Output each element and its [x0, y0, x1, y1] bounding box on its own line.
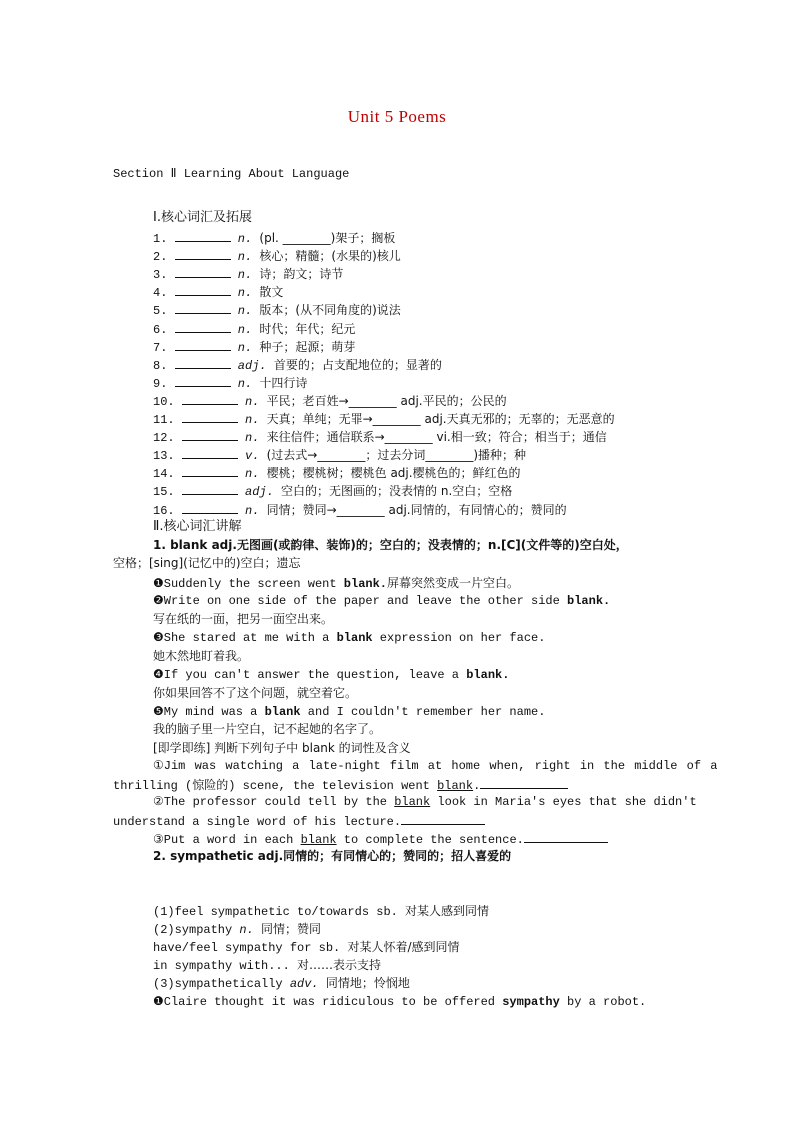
vocab-item: [153, 356, 442, 374]
vocab-item: [153, 301, 401, 319]
example-5: ❺My mind was a blank and I couldn't remember her name.: [153, 705, 546, 719]
vocab-item-number: 16.: [153, 503, 182, 518]
vocab-part-of-speech: n.: [237, 503, 267, 518]
vocab-part-of-speech: n.: [230, 340, 260, 355]
vocab-item: [153, 392, 507, 410]
page-title: Unit 5 Poems: [347, 107, 447, 126]
vocab-item: [153, 446, 526, 464]
entry-blank-definition-cont: 空格；[sing](记忆中的)空白；遗忘: [113, 556, 301, 570]
answer-blank[interactable]: [182, 392, 238, 405]
vocab-item: [153, 247, 401, 265]
entry-sympathetic: 2. sympathetic adj.同情的；有同情心的；赞同的；招人喜爱的: [153, 849, 512, 863]
example-4-translation: 你如果回答不了这个问题，就空着它。: [153, 686, 358, 700]
vocab-item-number: 11.: [153, 413, 182, 427]
vocab-definition: 种子；起源；萌芽: [259, 339, 356, 354]
answer-blank[interactable]: [182, 410, 238, 423]
answer-blank[interactable]: [175, 338, 231, 351]
example-5-translation: 我的脑子里一片空白，记不起她的名字了。: [153, 722, 382, 736]
vocab-item-number: 12.: [153, 431, 182, 446]
vocab-definition: 核心；精髓；(水果的)核儿: [259, 249, 401, 264]
vocab-part-of-speech: n.: [237, 431, 267, 446]
answer-blank[interactable]: [175, 229, 231, 242]
vocab-part-of-speech: n.: [230, 322, 260, 337]
vocab-item-number: 13.: [153, 449, 182, 464]
vocab-part-of-speech: n.: [237, 394, 267, 409]
vocab-item-number: 15.: [153, 485, 182, 500]
vocab-definition: 时代；年代；纪元: [259, 321, 356, 336]
vocab-item: [153, 428, 607, 446]
vocab-item: [153, 374, 307, 392]
vocab-definition: 空白的；无图画的；没表情的 n.空白；空格: [281, 484, 513, 499]
vocab-part-of-speech: n.: [230, 232, 260, 246]
vocab-item: [153, 320, 355, 338]
usage-3: have/feel sympathy for sb. 对某人怀着/感到同情: [153, 940, 460, 955]
answer-blank[interactable]: [182, 501, 238, 514]
example-4: ❹If you can't answer the question, leave a blank.: [153, 668, 510, 682]
vocab-definition: 十四行诗: [259, 375, 308, 390]
vocab-item-number: 6.: [153, 322, 175, 337]
practice-1-line2: thrilling (惊险的) scene, the television went blank.: [113, 776, 568, 794]
usage-2: (2)sympathy n. 同情；赞同: [153, 922, 322, 937]
vocab-part-of-speech: n.: [230, 268, 260, 283]
practice-2-line2: understand a single word of his lecture.: [113, 812, 485, 830]
vocab-item: [153, 501, 567, 519]
vocab-part-of-speech: adj.: [237, 485, 282, 500]
vocab-item: [153, 283, 283, 301]
vocab-definition: 同情；赞同→________ adj.同情的，有同情心的；赞同的: [266, 502, 567, 517]
vocab-definition: 首要的；占支配地位的；显著的: [273, 357, 442, 372]
vocab-part-of-speech: n.: [230, 304, 260, 319]
vocab-definition: 樱桃；樱桃树；樱桃色 adj.樱桃色的；鲜红色的: [266, 466, 521, 481]
answer-blank[interactable]: [175, 374, 231, 387]
vocab-item-number: 10.: [153, 394, 182, 409]
answer-blank[interactable]: [182, 428, 238, 441]
vocab-item-number: 5.: [153, 304, 175, 319]
part2-heading: Ⅱ.核心词汇讲解: [153, 519, 242, 534]
section-heading: Section Ⅱ Learning About Language: [113, 167, 350, 181]
part1-heading: Ⅰ.核心词汇及拓展: [153, 210, 252, 225]
vocab-item-number: 8.: [153, 358, 175, 373]
vocab-part-of-speech: n.: [230, 376, 260, 391]
vocab-definition: 散文: [259, 285, 284, 300]
vocab-definition: 版本；(从不同角度的)说法: [259, 303, 401, 318]
vocab-part-of-speech: n.: [230, 250, 260, 265]
answer-blank[interactable]: [182, 482, 238, 495]
practice-2-line1: ②The professor could tell by the blank look in Maria's eyes that she didn't: [153, 795, 697, 809]
vocab-item-number: 1.: [153, 232, 175, 246]
example-2-translation: 写在纸的一面，把另一面空出来。: [153, 612, 334, 626]
vocab-definition: (过去式→________；过去分词________)播种；种: [266, 448, 527, 463]
vocab-item-number: 3.: [153, 268, 175, 283]
vocab-item: [153, 229, 395, 247]
example-3: ❸She stared at me with a blank expression on her face.: [153, 631, 546, 645]
vocab-part-of-speech: n.: [237, 467, 267, 482]
answer-blank[interactable]: [524, 830, 608, 843]
vocab-definition: 天真；单纯；无罪→________ adj.天真无邪的；无辜的；无恶意的: [266, 412, 615, 426]
usage-5: (3)sympathetically adv. 同情地；怜悯地: [153, 976, 410, 991]
answer-blank[interactable]: [175, 301, 231, 314]
entry-blank-definition: 1. blank adj.无图画(或韵律、装饰)的；空白的；没表情的；n.[C](文件等的)空白处，: [153, 538, 628, 552]
vocab-item-number: 2.: [153, 250, 175, 265]
vocab-definition: 来往信件；通信联系→________ vi.相一致；符合；相当于；通信: [266, 430, 607, 445]
answer-blank[interactable]: [175, 283, 231, 296]
answer-blank[interactable]: [175, 320, 231, 333]
vocab-part-of-speech: v.: [237, 449, 267, 464]
answer-blank[interactable]: [175, 356, 231, 369]
example-sympathy: ❶Claire thought it was ridiculous to be offered sympathy by a robot.: [153, 995, 647, 1009]
vocab-definition: (pl. ________)架子；搁板: [259, 231, 396, 245]
answer-blank[interactable]: [182, 446, 238, 459]
example-1: ❶Suddenly the screen went blank.屏幕突然变成一片空白。: [153, 576, 520, 591]
vocab-item: [153, 338, 355, 356]
vocab-item-number: 4.: [153, 286, 175, 301]
answer-blank[interactable]: [175, 247, 231, 260]
answer-blank[interactable]: [480, 776, 568, 789]
practice-heading: [即学即练] 判断下列句子中 blank 的词性及含义: [153, 741, 411, 755]
vocab-item-number: 9.: [153, 376, 175, 391]
usage-4: in sympathy with... 对……表示支持: [153, 958, 382, 973]
vocab-item: [153, 265, 343, 283]
practice-3: ③Put a word in each blank to complete the sentence.: [153, 830, 608, 848]
answer-blank[interactable]: [401, 812, 485, 825]
vocab-definition: 诗；韵文；诗节: [259, 267, 344, 282]
vocab-item: [153, 464, 521, 482]
vocab-item-number: 7.: [153, 340, 175, 355]
vocab-item: [153, 410, 615, 428]
vocab-part-of-speech: n.: [237, 413, 267, 427]
example-2: ❷Write on one side of the paper and leave the other side blank.: [153, 594, 611, 608]
vocab-item: [153, 482, 512, 500]
practice-1-line1: ①Jim was watching a late-night film at home when, right in the middle of a: [153, 759, 718, 773]
vocab-item-number: 14.: [153, 467, 182, 482]
answer-blank[interactable]: [175, 265, 231, 278]
vocab-definition: 平民；老百姓→________ adj.平民的；公民的: [266, 393, 507, 408]
example-3-translation: 她木然地盯着我。: [153, 649, 250, 663]
answer-blank[interactable]: [182, 464, 238, 477]
vocab-part-of-speech: adj.: [230, 358, 274, 373]
vocab-part-of-speech: n.: [230, 286, 260, 301]
usage-1: (1)feel sympathetic to/towards sb. 对某人感到同情: [153, 904, 490, 919]
